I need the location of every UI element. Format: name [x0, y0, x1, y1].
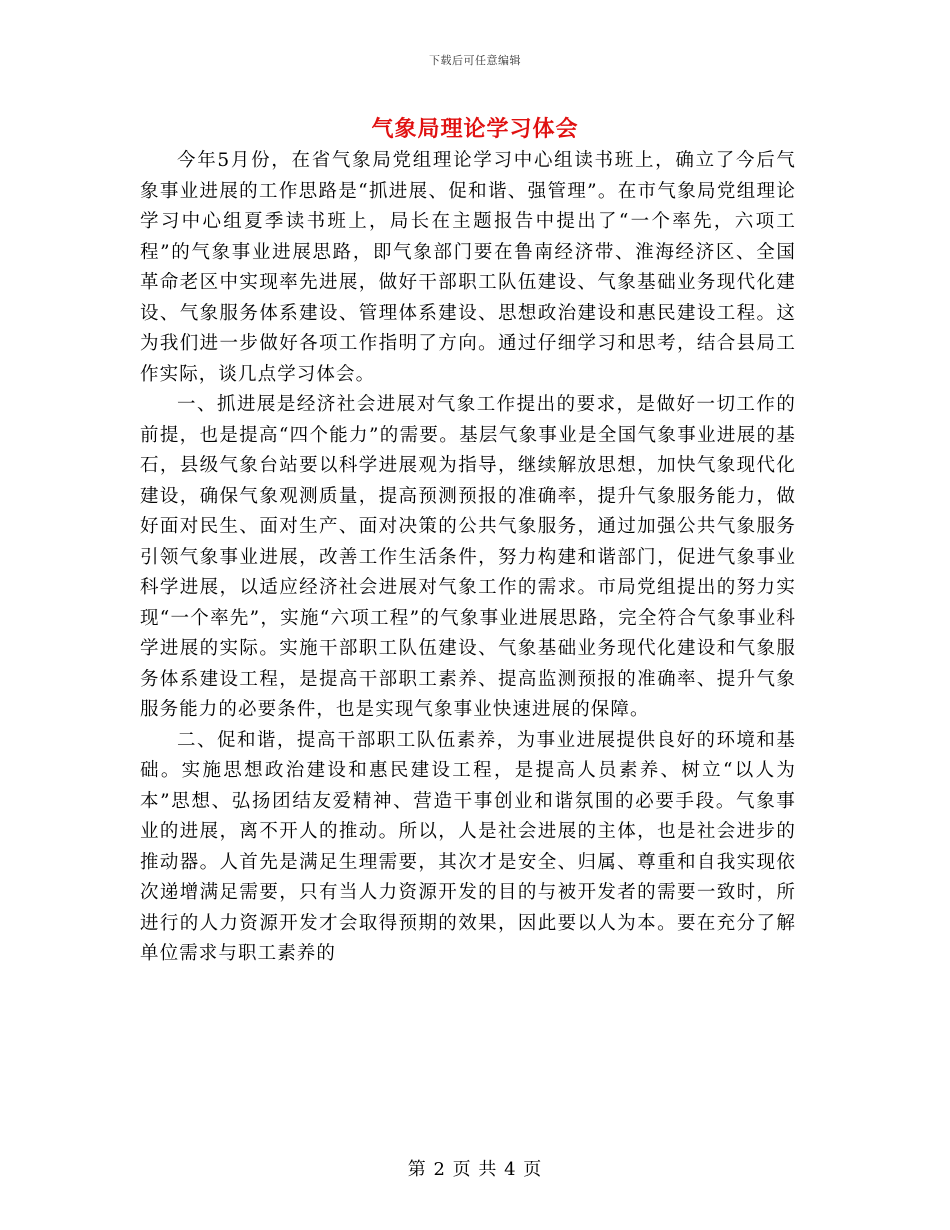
paragraph-section-2: 二、促和谐，提高干部职工队伍素养，为事业进展提供良好的环境和基础。实施思想政治建设和惠民建设工程，是提高人员素养、树立“以人为本”思想、弘扬团结友爱精神、营造干事创业和谐氛围的必要手段。气象事业的进展，离不开人的推动。所以，人是社会进展的主体，也是社会进步的推动器。人首先是满足生理需要，其次才是安全、归属、尊重和自我实现依次递增满足需要，只有当人力资源开发的目的与被开发者的需要一致时，所进行的人力资源开发才会取得预期的效果，因此要以人为本。要在充分了解单位需求与职工素养的: [140, 729, 796, 964]
document-title: 气象局理论学习体会: [371, 116, 579, 142]
document-body: [140, 146, 796, 970]
page-number: 第 2 页 共 4 页: [407, 1159, 543, 1180]
paragraph-section-1: 一、抓进展是经济社会进展对气象工作提出的要求，是做好一切工作的前提，也是提高“四个能力”的需要。基层气象事业是全国气象事业进展的基石，县级气象台站要以科学进展观为指导，继续解放思想，加快气象现代化建设，确保气象观测质量，提高预测预报的准确率，提升气象服务能力，做好面对民生、面对生产、面对决策的公共气象服务，通过加强公共气象服务引领气象事业进展，改善工作生活条件，努力构建和谐部门，促进气象事业科学进展，以适应经济社会进展对气象工作的需求。市局党组提出的努力实现“一个率先”，实施“六项工程”的气象事业进展思路，完全符合气象事业科学进展的实际。实施干部职工队伍建设、气象基础业务现代化建设和气象服务体系建设工程，是提高干部职工素养、提高监测预报的准确率、提升气象服务能力的必要条件，也是实现气象事业快速进展的保障。: [140, 394, 796, 720]
paragraph-intro: 今年5月份，在省气象局党组理论学习中心组读书班上，确立了今后气象事业进展的工作思路是“抓进展、促和谐、强管理”。在市气象局党组理论学习中心组夏季读书班上，局长在主题报告中提出了“一个率先，六项工程”的气象事业进展思路，即气象部门要在鲁南经济带、淮海经济区、全国革命老区中实现率先进展，做好干部职工队伍建设、气象基础业务现代化建设、气象服务体系建设、管理体系建设、思想政治建设和惠民建设工程。这为我们进一步做好各项工作指明了方向。通过仔细学习和思考，结合县局工作实际，谈几点学习体会。: [140, 150, 796, 385]
page-header-note: 下载后可任意编辑: [429, 54, 521, 67]
